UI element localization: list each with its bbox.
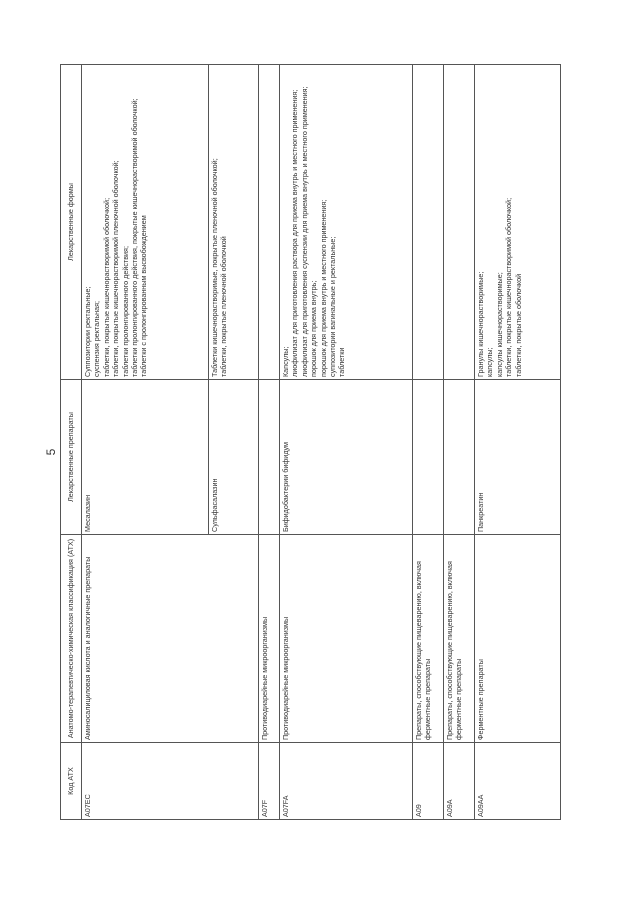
cell-drug bbox=[413, 380, 444, 535]
table-row bbox=[413, 65, 444, 820]
table-row bbox=[475, 65, 561, 820]
form-item: Гранулы кишечнорастворимые; bbox=[476, 271, 485, 377]
cell-drug bbox=[444, 380, 475, 535]
form-item: таблетки bbox=[337, 347, 347, 377]
form-item: лиофилизат для приготовления раствора для приема внутрь и местного применения; bbox=[290, 89, 300, 377]
cell-drug: Сульфасалазин bbox=[209, 380, 259, 535]
cell-forms bbox=[475, 65, 561, 380]
form-item: таблетки, покрытые кишечнорастворимой пленочной оболочкой; bbox=[111, 160, 121, 377]
table-frame bbox=[60, 65, 580, 820]
form-item: таблетки, покрытые кишечнорастворимой оболочкой; bbox=[504, 197, 514, 377]
cell-code: A09 bbox=[413, 743, 444, 820]
cell-classification: Аминосалициловая кислота и аналогичные препараты bbox=[82, 535, 259, 743]
cell-classification: Препараты, способствующие пищеварению, включая ферментные препараты bbox=[444, 535, 475, 743]
form-item: таблетки, покрытые оболочкой bbox=[513, 273, 523, 377]
cell-forms bbox=[280, 65, 413, 380]
header-classification: Анатомо-терапевтическо-химическая классификация (АТХ) bbox=[61, 535, 82, 743]
cell-drug bbox=[259, 380, 280, 535]
form-item: лиофилизат для приготовления суспензии для приема внутрь и местного применения; bbox=[299, 86, 309, 377]
form-item: капсулы кишечнорастворимые; bbox=[494, 272, 504, 377]
cell-classification: Ферментные препараты bbox=[475, 535, 561, 743]
cell-code: A09AA bbox=[475, 743, 561, 820]
table-header-row bbox=[61, 65, 82, 820]
cell-classification: Противодиарейные микроорганизмы bbox=[280, 535, 413, 743]
header-code: Код АТХ bbox=[61, 743, 82, 820]
atc-drug-table bbox=[60, 64, 561, 820]
form-item: суспензия ректальная; bbox=[92, 301, 102, 377]
cell-code: A07EC bbox=[82, 743, 259, 820]
table-row bbox=[259, 65, 280, 820]
form-item: таблетки пролонгированного действия; bbox=[120, 246, 130, 377]
cell-code: A07F bbox=[259, 743, 280, 820]
cell-forms bbox=[259, 65, 280, 380]
form-item: таблетки, покрытые пленочной оболочкой bbox=[219, 236, 229, 377]
page-number: 5 bbox=[44, 448, 58, 456]
header-drugs: Лекарственные препараты bbox=[61, 380, 82, 535]
form-item: порошок для приема внутрь; bbox=[309, 280, 319, 377]
form-item: таблетки с пролонгированным высвобождением bbox=[139, 215, 149, 377]
form-item: суппозитории вагинальные и ректальные; bbox=[328, 236, 338, 377]
table-row bbox=[444, 65, 475, 820]
cell-drug: Панкреатин bbox=[475, 380, 561, 535]
cell-forms bbox=[82, 65, 209, 380]
table-row bbox=[280, 65, 413, 820]
form-item: порошок для приема внутрь и местного применения; bbox=[318, 199, 328, 377]
cell-forms bbox=[413, 65, 444, 380]
table-row bbox=[82, 65, 209, 820]
form-item: таблетки, покрытые кишечнорастворимой оболочкой; bbox=[101, 197, 111, 377]
form-item: таблетки пролонгированного действия, покрытые кишечнорастворимой оболочкой; bbox=[130, 98, 140, 377]
form-item: капсулы; bbox=[485, 347, 495, 377]
cell-code: A07FA bbox=[280, 743, 413, 820]
cell-code: A09A bbox=[444, 743, 475, 820]
form-item: Таблетки кишечнорастворимые, покрытые пленочной оболочкой; bbox=[210, 158, 219, 377]
header-forms: Лекарственные формы bbox=[61, 65, 82, 380]
cell-forms bbox=[444, 65, 475, 380]
form-item: Капсулы; bbox=[281, 346, 290, 377]
cell-drug: Месалазин bbox=[82, 380, 209, 535]
form-item: Суппозитории ректальные; bbox=[83, 286, 92, 377]
cell-classification: Противодиарейные микроорганизмы bbox=[259, 535, 280, 743]
cell-classification: Препараты, способствующие пищеварению, включая ферментные препараты bbox=[413, 535, 444, 743]
cell-drug: Бифидобактерии бифидум bbox=[280, 380, 413, 535]
rotated-table-container bbox=[60, 65, 580, 820]
cell-forms bbox=[209, 65, 259, 380]
